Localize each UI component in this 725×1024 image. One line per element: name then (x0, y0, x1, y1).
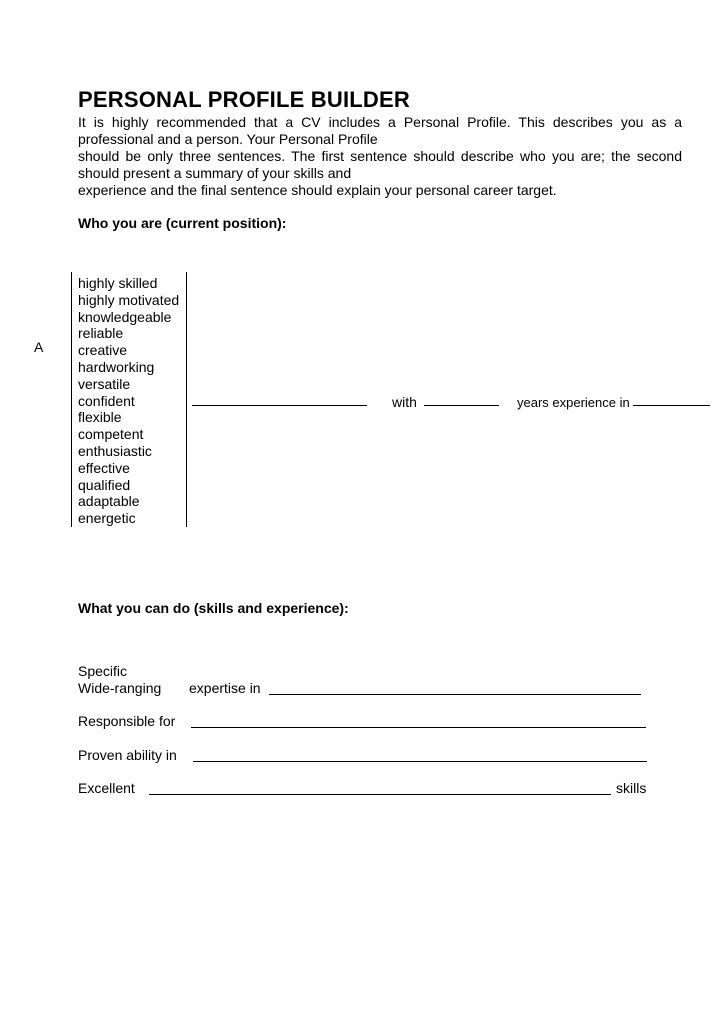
adjective-option[interactable]: competent (78, 426, 144, 443)
intro-line-1: It is highly recommended that a CV includes a Personal Profile. This describes you as a professional and a person. Your Personal Profile (78, 114, 682, 147)
expertise-in-label: expertise in (189, 680, 261, 696)
adjective-option[interactable]: highly motivated (78, 291, 180, 308)
specific-label: Specific (78, 663, 128, 679)
adjective-option[interactable]: creative (78, 342, 128, 359)
skills-label: skills (616, 780, 647, 796)
adjective-option[interactable]: enthusiastic (78, 442, 152, 459)
years-experience-label: years experience in (517, 395, 630, 410)
position-blank-line[interactable] (192, 405, 367, 406)
excellent-blank-line[interactable] (149, 794, 611, 795)
adjective-option[interactable]: highly skilled (78, 275, 158, 291)
excellent-label: Excellent (78, 780, 135, 796)
adjective-option[interactable]: reliable (78, 325, 124, 342)
adjective-option[interactable]: effective (78, 459, 130, 476)
adjective-options-box (71, 272, 187, 527)
proven-ability-label: Proven ability in (78, 747, 177, 763)
adjective-option[interactable]: flexible (78, 409, 122, 426)
page-title: PERSONAL PROFILE BUILDER (78, 87, 410, 112)
intro-line-2: should be only three sentences. The first sentence should describe who you are; the second should present a summary of your skills and (78, 148, 682, 181)
field-blank-line[interactable] (633, 405, 710, 406)
intro-text (78, 114, 682, 199)
adjective-option[interactable]: energetic (78, 510, 136, 527)
adjective-option[interactable]: qualified (78, 476, 131, 493)
intro-line-3: experience and the final sentence should explain your personal career target. (78, 182, 557, 198)
adjective-list (78, 275, 179, 527)
adjective-option[interactable]: confident (78, 392, 135, 409)
years-blank-line[interactable] (424, 405, 499, 406)
responsible-blank-line[interactable] (191, 727, 646, 728)
with-label: with (392, 394, 417, 410)
adjective-option[interactable]: versatile (78, 375, 131, 392)
expertise-blank-line[interactable] (269, 694, 641, 695)
adjective-option[interactable]: knowledgeable (78, 308, 172, 325)
section-heading-what: What you can do (skills and experience): (78, 600, 349, 616)
wide-ranging-label: Wide-ranging (78, 680, 162, 696)
section-heading-who: Who you are (current position): (78, 215, 287, 231)
proven-ability-blank-line[interactable] (193, 761, 647, 762)
adjective-option[interactable]: adaptable (78, 493, 140, 510)
adjective-option[interactable]: hardworking (78, 358, 155, 375)
article-a: A (34, 339, 44, 355)
responsible-for-label: Responsible for (78, 713, 176, 729)
